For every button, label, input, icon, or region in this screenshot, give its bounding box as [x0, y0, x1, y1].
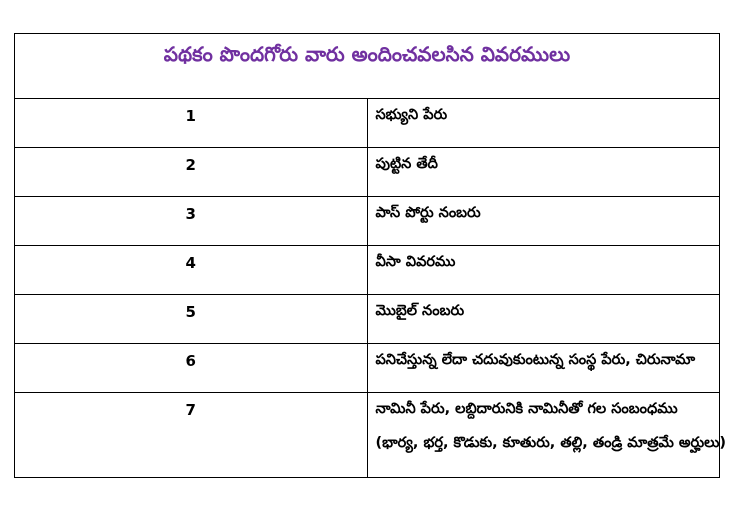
row-number: 3 — [185, 205, 196, 223]
page-title: పథకం పొందగోరు వారు అందించవలసిన వివరములు — [163, 42, 571, 66]
row-label: మొబైల్ నంబరు — [375, 303, 465, 319]
table-row — [15, 99, 720, 148]
table-row — [15, 197, 720, 246]
row-label-cell — [367, 344, 720, 393]
row-number: 1 — [185, 107, 196, 125]
row-label-cell — [367, 197, 720, 246]
row-label: వీసా వివరము — [375, 254, 456, 270]
title-cell — [15, 34, 720, 99]
row-note: (భార్య, భర్త, కొడుకు, కూతురు, తల్లి, తండ్రి మాత్రమే అర్హులు) — [375, 435, 727, 451]
row-label-cell — [367, 148, 720, 197]
row-number-cell — [15, 295, 368, 344]
row-label: సభ్యుని పేరు — [375, 107, 448, 123]
row-label-cell — [367, 295, 720, 344]
table-row — [15, 344, 720, 393]
row-label-cell — [367, 99, 720, 148]
row-label: పుట్టిన తేదీ — [375, 156, 438, 172]
row-label: పాస్ పోర్టు నంబరు — [375, 205, 481, 221]
row-label: పనిచేస్తున్న లేదా చదువుకుంటున్న సంస్థ పేరు, చిరునామా — [375, 352, 696, 368]
row-label: నామినీ పేరు, లబ్దిదారునికి నామినీతో గల సంబంధము — [375, 401, 678, 417]
row-number-cell — [15, 393, 368, 478]
row-number-cell — [15, 246, 368, 295]
details-table — [14, 33, 727, 478]
row-number: 2 — [185, 156, 196, 174]
row-number-cell — [15, 148, 368, 197]
row-label-cell — [367, 393, 727, 478]
table-row — [15, 295, 720, 344]
row-number: 4 — [185, 254, 196, 272]
row-number: 6 — [185, 352, 196, 370]
row-number-cell — [15, 197, 368, 246]
row-number-cell — [15, 99, 368, 148]
title-row — [15, 34, 720, 99]
table-row — [15, 148, 720, 197]
table-row — [15, 246, 720, 295]
row-number: 5 — [185, 303, 196, 321]
row-number-cell — [15, 344, 368, 393]
row-number: 7 — [185, 401, 196, 419]
table-row — [15, 393, 720, 478]
row-label-cell — [367, 246, 720, 295]
